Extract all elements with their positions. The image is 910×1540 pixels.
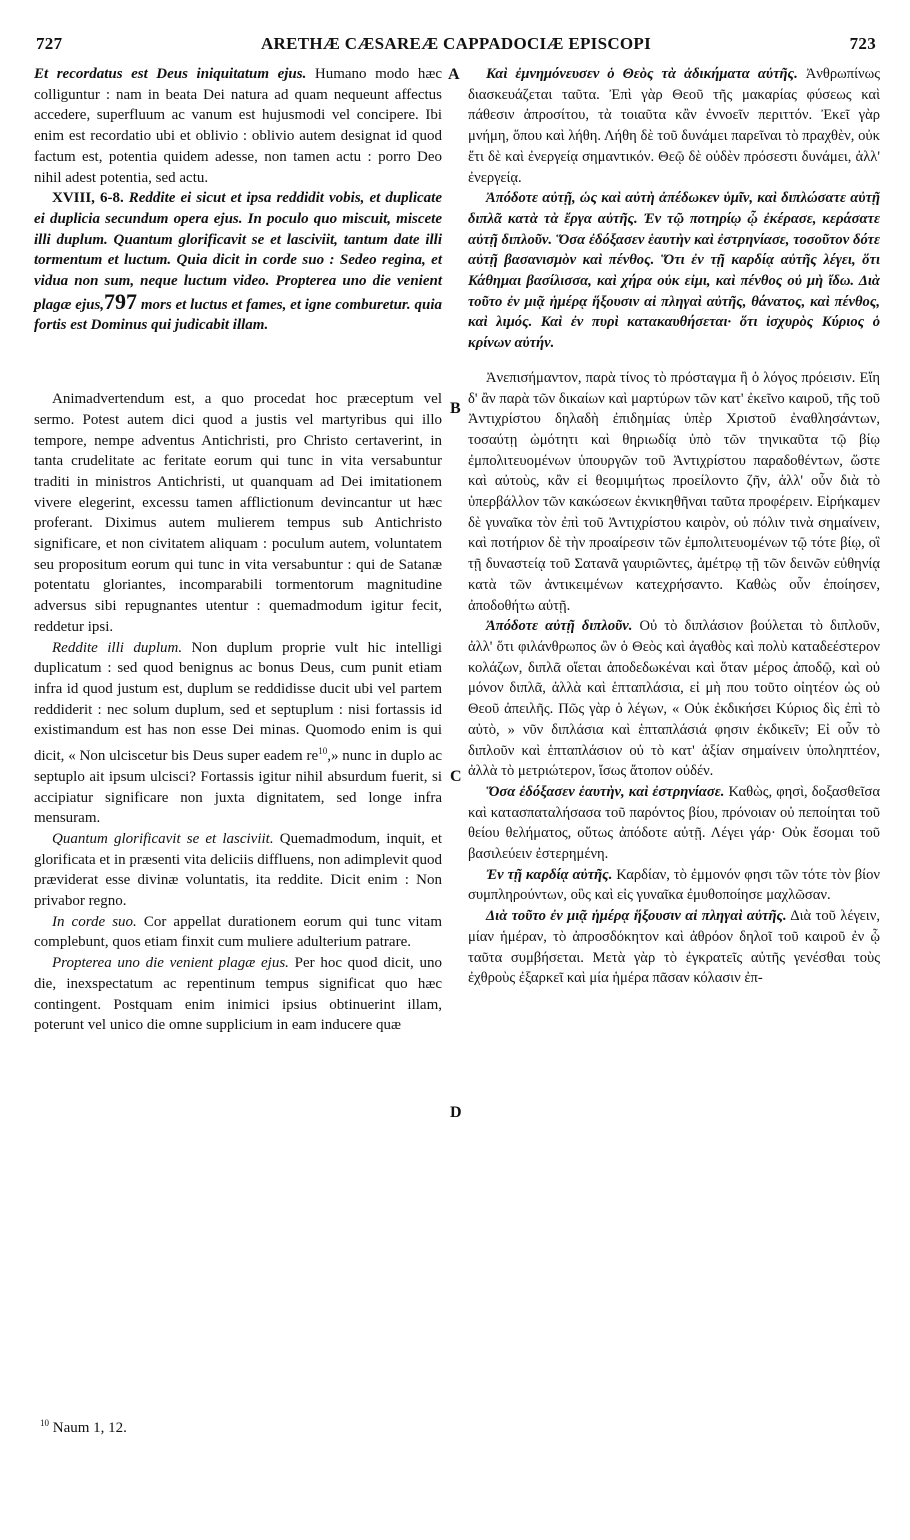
latin-column (34, 64, 442, 1036)
latin-paragraph (34, 912, 442, 953)
section-marker-d: D (450, 1104, 462, 1121)
section-marker-a: A (448, 66, 460, 83)
latin-paragraph (34, 389, 442, 637)
page-number-left: 727 (36, 34, 63, 53)
lemma: Καὶ ἐμνημόνευσεν ὁ Θεὸς τὰ ἀδικήματα αὐτῆς. (486, 66, 798, 82)
commentary-text: Καθὼς, φησὶ, δοξασθεῖσα καὶ κατασπαταλήσασα τοῦ παρόντος βίου, πρόνοιαν οὐ πεποίηται τοῦ θείου θελήματος, οὕτως ἀπόδοτε αὐτῇ. Λέγει γάρ· Οὐκ ἔσομαι τοῦ βασιλεύειν ἐστερημένη. (468, 783, 880, 863)
commentary-text: Per hoc quod dicit, uno die, inexspectatum ac repentinum tempus significat quo hæc contingent. Postquam enim inimici ipsius obtinuerint illam, poterunt vel unico die omne supplicium in eam inducere quæ (34, 955, 442, 1034)
commentary-text: Ἀνεπισήμαντον, παρὰ τίνος τὸ πρόσταγμα ἢ ὁ λόγος πρόεισιν. Εἴη δ' ἂν παρὰ τῶν δικαίων καὶ μαρτύρων τῶν κατ' ἐκεῖνο καιροῦ, τῆς τοῦ Ἀντιχρίστου δηλαδὴ ἐπιδημίας ὑπὲρ Χριστοῦ ἐναθλησάντων, τοσαύτῃ ὠμότητι καὶ θηριωδίᾳ ὑπὸ τῶν τηνικαῦτα τῷ βίῳ ἐμπολιτευομένων ὑπουργῶν τοῦ Ἀντιχρίστου παραδοθέντων, ὥστε καὶ αὐτοὺς, κἂν εἰ θεομιμήτως προείλοντο ζῆν, ἀλλ' οὖν διὰ τὸ ὑπερβάλλον τῶν κακώσεων ἐκνικηθῆναι ταῦτα προφέρειν. Εἰρήκαμεν δὲ γυναῖκα τὸν ἐπὶ τοῦ Ἀντιχρίστου καιρὸν, οὐ πόλιν τινὰ σημαίνειν, καὶ ποτήριον δὲ τὴν προαίρεσιν τῶν ἐμπολιτευομένων τῷ τότε βίῳ, οἳ τῇ δυναστείᾳ τοῦ Σατανᾶ γαυριῶντες, ἀμέτρῳ τῇ τῶν δεινῶν εὐθηνίᾳ κατὰ τῶν ἀντικειμένων κατεχρήσαντο. Καθὼς οὖν ἐποίησεν, ἀποδοθήτω αὐτῇ. (468, 369, 880, 614)
lemma: In corde suo. (52, 913, 137, 930)
lemma: Propterea uno die venient plagæ ejus. (52, 955, 289, 972)
section-marker-b: B (450, 400, 461, 417)
greek-paragraph (468, 368, 880, 616)
footnote-ref: 10 (318, 746, 328, 757)
latin-paragraph (34, 188, 442, 336)
lemma: Et recordatus est Deus iniquitatum ejus. (34, 66, 307, 82)
greek-paragraph (468, 188, 880, 354)
lemma: Reddite ei sicut et ipsa reddidit vobis, et duplicate ei duplicia secundum opera ejus. In poculo quo miscuit, miscete illi duplum. Quantum glorificavit se et lasciviit, tantum date illi tormentum et luctum. Quia dicit in corde suo : Sedeo regina, et vidua non sum, neque luctum video. Propterea uno die venient plagæ ejus, (34, 190, 442, 313)
commentary-text: Quemadmodum, inquit, et glorificata et in præsenti vita deliciis diffluens, non adimplevit quod præviderat esse divinæ voluntatis, ita reddite. Dicit enim : Non privabor regno. (34, 830, 442, 910)
lemma: Ἀπόδοτε αὐτῇ διπλοῦν. (486, 618, 633, 635)
commentary-text: Οὐ τὸ διπλάσιον βούλεται τὸ διπλοῦν, ἀλλ' ὅτι φιλάνθρωπος ὢν ὁ Θεὸς καὶ ἀγαθὸς καὶ πολὺ καταδεέστερον κολάζων, διπλᾶ οἴεται ἀποδεδωκέναι καὶ ὅταν μέρος ἀποδῷ, καὶ οὐ μόνον διπλᾶ, ἀλλὰ καὶ ἑπταπλάσια, εἰ μὴ που τοῦτο οἰητέον ὡς οὐ Θεοῦ ἀπειλῆς. Πῶς γὰρ ὁ λέγων, « Οὐκ ἐκδικήσει Κύριος δὶς ἐπὶ τὸ αὐτὸ, » νῦν διπλάσια καὶ ἑπταπλάσιά φησιν ἐκδικεῖν; Εἰ οὖν τὸ διπλοῦν καὶ ἑπταπλάσιον οὐ τὸ κατ' ἀξίαν σημαίνειν ὑποληπτέον, ἀλλὰ τὸ μετριώτερον, ἴσως ἄτοπον οὐδέν. (468, 618, 880, 780)
verse-reference: XVIII, 6-8. (52, 190, 124, 207)
greek-paragraph (468, 64, 880, 188)
running-title: ARETHÆ CÆSAREÆ CAPPADOCIÆ EPISCOPI (260, 34, 652, 53)
lemma: Quantum glorificavit se et lasciviit. (52, 830, 274, 847)
commentary-text: Διὰ τοῦ λέγειν, μίαν ἡμέραν, τὸ ἀπροσδόκητον καὶ ἀθρόον δηλοῖ τοῦ καιροῦ ἐν ᾧ ταῦτα συμβήσεται. Μετὰ γὰρ τὸ ἐγκρατεῖς αὐτῆς γενέσθαι τοὺς ἐχθροὺς ἐξαρκεῖ καὶ μία ἡμέρα πᾶσαν κόλασιν ἐπ- (468, 908, 880, 987)
column-number: 797 (104, 288, 138, 314)
lemma: Διὰ τοῦτο ἐν μιᾷ ἡμέρᾳ ἥξουσιν αἱ πληγαὶ αὐτῆς. (486, 908, 787, 925)
greek-paragraph (468, 616, 880, 782)
commentary-text: Cor appellat durationem eorum qui tunc vitam complebunt, quos etiam finxit cum muliere adulterium patrare. (34, 913, 442, 951)
lemma: Ὅσα ἐδόξασεν ἑαυτὴν, καὶ ἐστρηνίασε. (486, 783, 725, 800)
lemma: Ἀπόδοτε αὐτῇ, ὡς καὶ αὐτὴ ἀπέδωκεν ὑμῖν, καὶ διπλώσατε αὐτῇ διπλᾶ κατὰ τὰ ἔργα αὐτῆς. Ἐν τῷ ποτηρίῳ ᾧ ἐκέρασε, κεράσατε αὐτῇ διπλοῦν. Ὅσα ἐδόξασεν ἑαυτὴν καὶ ἐστρηνίασε, τοσοῦτον δότε αὐτῇ βασανισμὸν καὶ πένθος. Ὅτι ἐν τῇ καρδίᾳ αὐτῆς λέγει, ὅτι Κάθημαι βασίλισσα, καὶ χήρα οὐκ εἰμι, καὶ πένθος οὐ μὴ ἴδω. Διὰ τοῦτο ἐν μιᾷ ἡμέρᾳ ἥξουσιν αἱ πληγαὶ αὐτῆς, θάνατος, καὶ πένθος, καὶ λιμός. Καὶ ἐν πυρὶ κατακαυθήσεται· ὅτι ἰσχυρὸς Κύριος ὁ κρίνων αὐτήν. (468, 190, 880, 352)
latin-paragraph (34, 64, 442, 188)
greek-paragraph (468, 782, 880, 865)
lemma: Ἐν τῇ καρδίᾳ αὐτῆς. (486, 866, 613, 883)
footnote (40, 1418, 127, 1437)
greek-paragraph (468, 865, 880, 906)
footnote-text: Naum 1, 12. (49, 1420, 127, 1436)
section-marker-c: C (450, 768, 462, 785)
commentary-text: Καρδίαν, τὸ ἐμμονόν φησι τῶν τότε τὸν βίον συμπληρούντων, οὓς καὶ εἰς γυναῖκα ἐμυθοποίησε μαχλῶσαν. (468, 866, 880, 904)
footnote-number: 10 (40, 1418, 49, 1428)
greek-paragraph (468, 906, 880, 989)
lemma: Reddite illi duplum. (52, 639, 183, 656)
lemma: mors et luctus et fames, et igne comburetur. quia fortis est Dominus qui judicabit illam. (34, 296, 442, 334)
commentary-text: Humano modo hæc colliguntur : nam in beata Dei natura ad quam nequeunt affectus accedere, superfluum ac vanum est hujusmodi vel concipere. Ibi enim est recordatio ubi et oblivio : oblivio autem designat id quod factum est, potentia quidem adesse, non tamen actu : porro Deo nihil adest potentia, sed actu. (34, 66, 442, 186)
commentary-text: Ἀνθρωπίνως διασκευάζεται ταῦτα. Ἐπὶ γὰρ Θεοῦ τῆς μακαρίας φύσεως καὶ πάθεσιν ἀπροσίτου, τὰ τοιαῦτα κἂν ἐννοεῖν περιττόν. Ἐκεῖ γὰρ μνήμη, ὅπου καὶ λήθη. Λήθη δὲ τοῦ δυνάμει παρεῖναι τὸ πραχθὲν, οὐκ ἔτι δὲ καὶ ἐνεργείᾳ σημαντικόν. Θεῷ δὲ οὐδὲν πρόσεστι δυνάμει, ἀλλ' ἐνεργείᾳ. (468, 66, 880, 186)
commentary-text: ,» nunc in duplo ac septuplo ait ipsum ulcisci? Fortassis igitur nihil absurdum fuerit, si accipiatur significare non juxta dignitatem, sed longe infra mensuram. (34, 748, 443, 827)
page-number-right: 723 (849, 34, 876, 53)
page-header (36, 34, 876, 58)
latin-paragraph (34, 953, 442, 1036)
commentary-text: Animadvertendum est, a quo procedat hoc præceptum vel sermo. Potest autem dici quod a justis vel martyribus qui illo tempore, nempe adventus Antichristi, pro Christo certaverint, in tanta crudelitate ac feritate eorum qui tunc in vita versabuntur traditi in ministros Antichristi, ut quanquam ad Dei imitationem vivere elegerint, excessu tamen afflictionum devincantur ut hæc proferant. Diximus autem mulierem tempus sub Antichristo significare, et non civitatem aliquam : poculum autem, voluntatem seu propositum eorum qui tunc in vita versabuntur : qui de Satanæ potentatu gloriantes, incomparabili tormentorum magnitudine adversus sibi repugnantes utentur : quemadmodum igitur fecit, reddetur ipsi. (34, 391, 442, 635)
latin-paragraph (34, 638, 442, 829)
greek-column (468, 64, 880, 989)
commentary-text: Non duplum proprie vult hic intelligi duplicatum : sed quod benignus ac bonus Deus, cum punit etiam infra id quod justum est, duplum se reddidisse ducit ubi vel partem reddiderit : nec solum duplum, sed et septuplum : nisi fortassis id existimandum est has non esse Dei minas. Quomodo enim is qui dicit, « Non ulciscetur bis Deus super eadem re (34, 639, 443, 765)
latin-paragraph (34, 829, 442, 912)
